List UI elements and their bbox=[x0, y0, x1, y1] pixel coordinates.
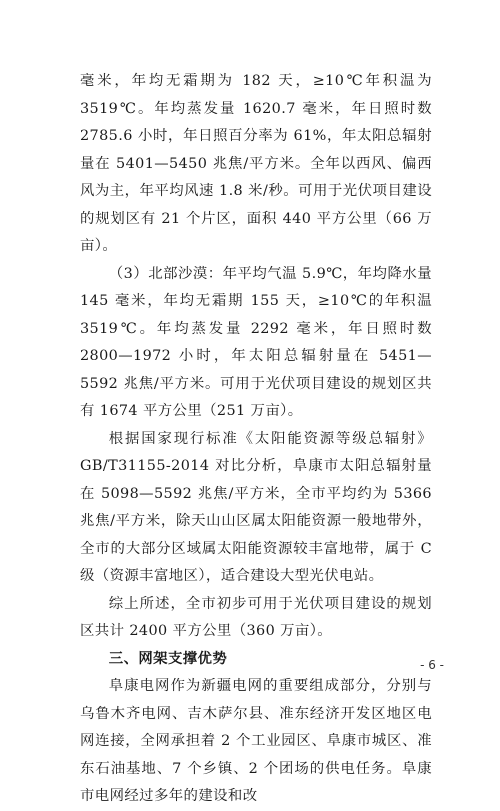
body-text bbox=[80, 68, 432, 811]
paragraph-northern-desert: （3）北部沙漠：年平均气温 5.9℃，年均降水量 145 毫米，年均无霜期 155 天，≥10℃的年积温 3519℃。年均蒸发量 2292 毫米，年日照时数 2800—1972 小时，年太阳总辐射量在 5451—5592 兆焦/平方米。可用于光伏项目建设的规划区共有 1674 平方公里（251 万亩）。 bbox=[80, 265, 432, 419]
section-heading: 三、网架支撑优势 bbox=[108, 650, 228, 667]
paragraph-standard-analysis: 根据国家现行标准《太阳能资源等级总辐射》GB/T31155-2014 对比分析，阜康市太阳总辐射量在 5098—5592 兆焦/平方米，全市平均约为 5366 兆焦/平方米，除天山山区属太阳能资源一般地带外，全市的大部分区域属太阳能资源较丰富地带，属于 C 级（资源丰富地区），适合建设大型光伏电站。 bbox=[80, 430, 432, 584]
paragraph-climate-continued: 毫米，年均无霜期为 182 天，≥10℃年积温为 3519℃。年均蒸发量 1620.7 毫米，年日照时数 2785.6 小时，年日照百分率为 61%，年太阳总辐射量在 5401—5450 兆焦/平方米。全年以西风、偏西风为主，年平均风速 1.8 米/秒。可用于光伏项目建设的规划区有 21 个片区，面积 440 平方公里（66 万亩）。 bbox=[80, 73, 432, 254]
page-number: - 6 - bbox=[420, 658, 444, 672]
paragraph-grid: 阜康电网作为新疆电网的重要组成部分，分别与乌鲁木齐电网、吉木萨尔县、准东经济开发区地区电网连接，全网承担着 2 个工业园区、阜康市城区、准东石油基地、7 个乡镇、2 个团场的供电任务。阜康市电网经过多年的建设和改 bbox=[80, 678, 432, 804]
paragraph-summary: 综上所述，全市初步可用于光伏项目建设的规划区共计 2400 平方公里（360 万亩）。 bbox=[80, 595, 432, 639]
